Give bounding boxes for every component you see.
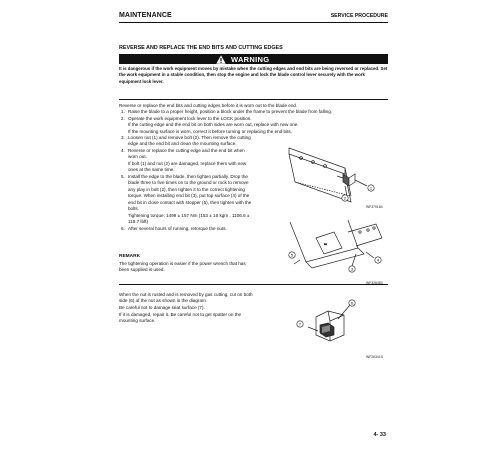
section-divider	[119, 284, 388, 285]
callout-3: 3	[350, 266, 354, 272]
step-4-text: Reverse or replace the cutting edge and the end bit when worn out.	[128, 148, 245, 160]
figure-cutting-edge-bolt	[285, 134, 389, 214]
callout-4: 4	[376, 257, 380, 263]
step-3-text: Loosen nut (1) and remove bolt (2). Then remove the cutting edge and the end bit and clean the mounting surface.	[128, 135, 251, 147]
header-section-title: MAINTENANCE	[119, 12, 172, 19]
tightening-torque: Tightening torque: 1499 ± 157 Nm (153 ± 16 kgm , 1106.6 ± 115.7 lbft)	[128, 213, 250, 225]
gas-cutting-note: When the nut is rusted and is removed by gas cutting, cut on both side (6) of the nut as shown in the diagram.	[119, 292, 253, 304]
warning-text: It is dangerous if the work equipment moves by mistake when the cutting edges and end bits are being reversed or replaced. Set the work equipment in a stable condition, then stop the engine and lock the blade control lever securely with the work equipment lock lever.	[119, 66, 388, 84]
step-1-number: 1.	[121, 109, 125, 114]
header-chapter-title: SERVICE PROCEDURE	[330, 13, 388, 19]
step-3-number: 3.	[121, 135, 125, 140]
warning-label: WARNING	[231, 55, 270, 64]
warning-triangle-icon	[216, 55, 226, 64]
step-4-number: 4.	[121, 148, 125, 153]
section-title: REVERSE AND REPLACE THE END BITS AND CUTTING EDGES	[119, 45, 283, 51]
svg-text:▭: ▭	[324, 242, 327, 246]
figure-rusted-nut	[292, 295, 384, 351]
step-2-number: 2.	[121, 115, 125, 121]
step-6-number: 6.	[121, 226, 125, 231]
figure-2-id: WF328483	[366, 281, 383, 285]
figure-3-id: WF26341S	[366, 355, 383, 359]
callout-1: 1	[369, 185, 373, 191]
callout-6: 6	[350, 300, 354, 306]
step-4-note: If bolt (1) and nut (2) are damaged, replace them with new ones at the same time.	[128, 161, 247, 173]
remark-text: The tightening operation is easier if the power wrench that has been supplied is used.	[119, 261, 246, 273]
step-2-note-a: If the cutting edge and the end bit on both sides are worn out, replace with new one.	[128, 122, 299, 127]
step-6-text: After several hours of running, retorque the nuts.	[128, 226, 227, 231]
header-divider	[119, 22, 388, 23]
step-2-text: Operate the work equipment lock lever to the LOCK position.	[128, 115, 252, 121]
step-2-note-b: If the mounting surface is worn, correct it before turning or replacing the end bits.	[128, 128, 292, 134]
step-5-text: Install the edge to the blade, then tighten partially. Drop the blade three to five times on to the ground or rock to remove any play in bolt (2), then tighten it to the correct tightening torque. When installing end bit (3), put top surface (4) of the end bit in close contact with stopper (5), then tighten with the bolts.	[128, 174, 252, 212]
seat-surface-note: Be careful not to damage seat surface (7).	[119, 305, 205, 310]
figure-1-id: WF379184	[366, 205, 383, 209]
figure-end-bit-stopper	[286, 218, 390, 282]
warning-divider	[119, 99, 388, 100]
callout-2: 2	[343, 195, 347, 201]
step-1-text: Raise the blade to a proper height, position a block under the frame to prevent the blade from falling.	[128, 109, 333, 114]
callout-7: 7	[298, 321, 302, 327]
step-5-number: 5.	[121, 174, 125, 179]
repair-note: If it is damaged, repair it. Be careful not to get spatter on the mounting surface.	[119, 312, 242, 324]
page-number: 4- 33	[373, 432, 386, 438]
callout-5: 5	[290, 252, 294, 258]
intro-text: Reverse or replace the end bits and cutting edges before it is worn out to the blade end.	[119, 103, 298, 108]
remark-heading: REMARK	[119, 254, 141, 259]
